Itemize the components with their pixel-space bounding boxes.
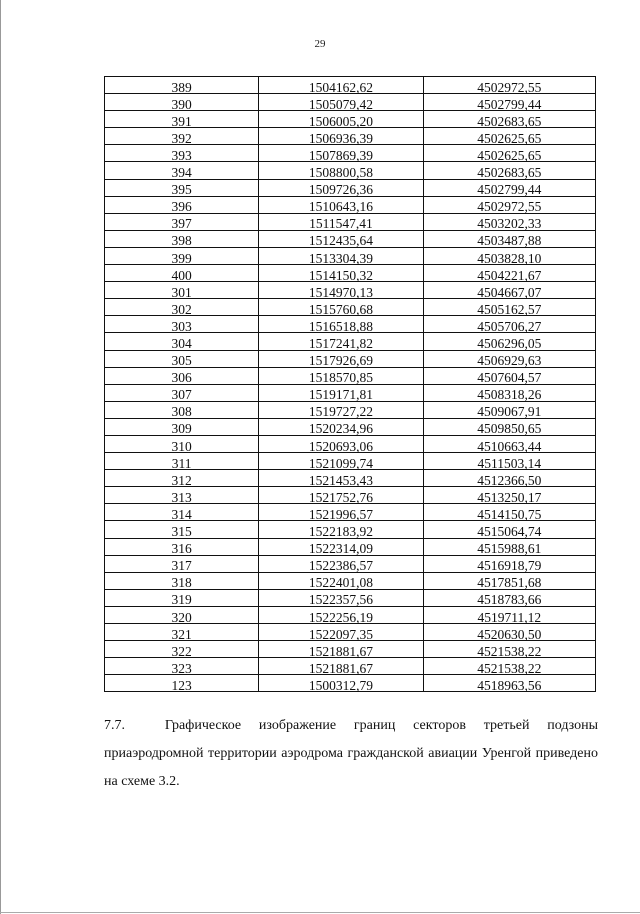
y-coordinate-cell	[423, 111, 595, 128]
cell-text: 316	[171, 541, 192, 557]
y-coordinate-cell	[423, 487, 595, 504]
cell-text: 313	[171, 489, 192, 505]
point-number-cell	[105, 350, 259, 367]
cell-text: 4502625,65	[477, 147, 542, 163]
cell-text: 1522314,09	[308, 541, 373, 557]
table-row	[105, 453, 596, 470]
cell-text: 4505162,57	[477, 301, 542, 317]
x-coordinate-cell	[259, 521, 423, 538]
point-number-cell	[105, 247, 259, 264]
cell-text: 1521881,67	[308, 643, 373, 659]
y-coordinate-cell	[423, 435, 595, 452]
x-coordinate-cell	[259, 247, 423, 264]
y-coordinate-cell	[423, 145, 595, 162]
x-coordinate-cell	[259, 145, 423, 162]
point-number-cell	[105, 299, 259, 316]
cell-text: 1504162,62	[308, 79, 373, 95]
x-coordinate-cell	[259, 675, 423, 692]
cell-text: 4520630,50	[477, 626, 542, 642]
cell-text: 1512435,64	[308, 233, 373, 249]
point-number-cell	[105, 230, 259, 247]
cell-text: 4506296,05	[477, 336, 542, 351]
cell-text: 308	[171, 404, 192, 420]
cell-text: 4518783,66	[477, 592, 542, 608]
table-row	[105, 265, 596, 282]
point-number-cell	[105, 606, 259, 623]
x-coordinate-cell	[259, 128, 423, 145]
table-row	[105, 487, 596, 504]
table-row	[105, 624, 596, 641]
y-coordinate-cell	[423, 94, 595, 111]
cell-text: 304	[171, 336, 192, 351]
cell-text: 4503202,33	[477, 216, 542, 232]
cell-text: 4515064,74	[477, 524, 542, 540]
x-coordinate-cell	[259, 589, 423, 606]
y-coordinate-cell	[423, 384, 595, 401]
y-coordinate-cell	[423, 282, 595, 299]
y-coordinate-cell	[423, 470, 595, 487]
y-coordinate-cell	[423, 504, 595, 521]
x-coordinate-cell	[259, 316, 423, 333]
point-number-cell	[105, 435, 259, 452]
cell-text: 1522357,56	[308, 592, 373, 608]
cell-text: 322	[171, 643, 192, 659]
point-number-cell	[105, 401, 259, 418]
point-number-cell	[105, 196, 259, 213]
y-coordinate-cell	[423, 299, 595, 316]
cell-text: 394	[171, 165, 192, 181]
cell-text: 395	[171, 182, 192, 198]
cell-text: 4506929,63	[477, 353, 542, 369]
table-row	[105, 350, 596, 367]
x-coordinate-cell	[259, 384, 423, 401]
point-number-cell	[105, 487, 259, 504]
x-coordinate-cell	[259, 418, 423, 435]
point-number-cell	[105, 128, 259, 145]
y-coordinate-cell	[423, 265, 595, 282]
table-row	[105, 247, 596, 264]
point-number-cell	[105, 555, 259, 572]
table-row	[105, 333, 596, 350]
cell-text: 392	[171, 130, 192, 146]
point-number-cell	[105, 641, 259, 658]
table-row	[105, 555, 596, 572]
cell-text: 1519727,22	[308, 404, 373, 420]
point-number-cell	[105, 453, 259, 470]
cell-text: 1507869,39	[308, 147, 373, 163]
point-number-cell	[105, 145, 259, 162]
scan-left-edge	[0, 0, 1, 914]
y-coordinate-cell	[423, 572, 595, 589]
y-coordinate-cell	[423, 128, 595, 145]
table-row	[105, 77, 596, 94]
x-coordinate-cell	[259, 453, 423, 470]
y-coordinate-cell	[423, 401, 595, 418]
x-coordinate-cell	[259, 555, 423, 572]
coordinates-table	[104, 76, 596, 692]
y-coordinate-cell	[423, 333, 595, 350]
y-coordinate-cell	[423, 555, 595, 572]
cell-text: 4513250,17	[477, 489, 542, 505]
cell-text: 4502972,55	[477, 199, 542, 215]
cell-text: 302	[171, 301, 192, 317]
table-row	[105, 504, 596, 521]
cell-text: 4502799,44	[477, 182, 542, 198]
y-coordinate-cell	[423, 418, 595, 435]
point-number-cell	[105, 316, 259, 333]
point-number-cell	[105, 675, 259, 692]
point-number-cell	[105, 179, 259, 196]
x-coordinate-cell	[259, 367, 423, 384]
point-number-cell	[105, 77, 259, 94]
point-number-cell	[105, 658, 259, 675]
cell-text: 1511547,41	[309, 216, 373, 232]
cell-text: 396	[171, 199, 192, 215]
cell-text: 4518963,56	[477, 677, 542, 693]
cell-text: 1520234,96	[308, 421, 373, 437]
cell-text: 4515988,61	[477, 541, 542, 557]
cell-text: 318	[171, 575, 192, 591]
cell-text: 319	[171, 592, 192, 608]
cell-text: 4509067,91	[477, 404, 542, 420]
cell-text: 4516918,79	[477, 558, 542, 574]
cell-text: 4512366,50	[477, 472, 542, 488]
cell-text: 1506936,39	[308, 130, 373, 146]
table-row	[105, 94, 596, 111]
y-coordinate-cell	[423, 538, 595, 555]
cell-text: 306	[171, 370, 192, 386]
x-coordinate-cell	[259, 77, 423, 94]
table-row	[105, 521, 596, 538]
cell-text: 1513304,39	[308, 250, 373, 266]
cell-text: 1522097,35	[308, 626, 373, 642]
table-row	[105, 162, 596, 179]
x-coordinate-cell	[259, 572, 423, 589]
cell-text: 399	[171, 250, 192, 266]
table-row	[105, 367, 596, 384]
table-row	[105, 384, 596, 401]
x-coordinate-cell	[259, 538, 423, 555]
y-coordinate-cell	[423, 247, 595, 264]
x-coordinate-cell	[259, 282, 423, 299]
cell-text: 398	[171, 233, 192, 249]
cell-text: 1521099,74	[308, 455, 373, 471]
cell-text: 393	[171, 147, 192, 163]
table-row	[105, 470, 596, 487]
cell-text: 309	[171, 421, 192, 437]
table-row	[105, 435, 596, 452]
x-coordinate-cell	[259, 213, 423, 230]
cell-text: 4502972,55	[477, 79, 542, 95]
x-coordinate-cell	[259, 470, 423, 487]
cell-text: 4505706,27	[477, 318, 542, 334]
table-row	[105, 196, 596, 213]
cell-text: 4510663,44	[477, 438, 542, 454]
y-coordinate-cell	[423, 213, 595, 230]
x-coordinate-cell	[259, 230, 423, 247]
x-coordinate-cell	[259, 624, 423, 641]
point-number-cell	[105, 367, 259, 384]
x-coordinate-cell	[259, 94, 423, 111]
table-row	[105, 401, 596, 418]
x-coordinate-cell	[259, 487, 423, 504]
y-coordinate-cell	[423, 316, 595, 333]
cell-text: 4504667,07	[477, 284, 542, 300]
table-row	[105, 179, 596, 196]
point-number-cell	[105, 521, 259, 538]
page-number: 29	[314, 38, 326, 50]
cell-text: 4502799,44	[477, 96, 542, 112]
cell-text: 307	[171, 387, 192, 403]
section-text: Графическое изображение границ секторов третьей подзоны приаэродромной территории аэродрома гражданской авиации Уренгой приведено на схеме 3.2.	[104, 718, 599, 789]
x-coordinate-cell	[259, 196, 423, 213]
coordinates-table-body	[105, 77, 596, 692]
table-row	[105, 572, 596, 589]
cell-text: 314	[171, 506, 192, 522]
y-coordinate-cell	[423, 521, 595, 538]
cell-text: 391	[171, 113, 192, 129]
cell-text: 305	[171, 353, 192, 369]
cell-text: 312	[171, 472, 192, 488]
table-row	[105, 316, 596, 333]
y-coordinate-cell	[423, 675, 595, 692]
point-number-cell	[105, 111, 259, 128]
cell-text: 1510643,16	[308, 199, 373, 215]
x-coordinate-cell	[259, 265, 423, 282]
x-coordinate-cell	[259, 333, 423, 350]
point-number-cell	[105, 504, 259, 521]
point-number-cell	[105, 589, 259, 606]
point-number-cell	[105, 384, 259, 401]
y-coordinate-cell	[423, 453, 595, 470]
cell-text: 321	[171, 626, 192, 642]
point-number-cell	[105, 213, 259, 230]
x-coordinate-cell	[259, 350, 423, 367]
cell-text: 400	[171, 267, 192, 283]
table-row	[105, 658, 596, 675]
cell-text: 301	[171, 284, 192, 300]
cell-text: 1521881,67	[308, 660, 373, 676]
x-coordinate-cell	[259, 606, 423, 623]
cell-text: 1514970,13	[308, 284, 373, 300]
cell-text: 1508800,58	[308, 165, 373, 181]
y-coordinate-cell	[423, 367, 595, 384]
point-number-cell	[105, 572, 259, 589]
cell-text: 1522256,19	[308, 609, 373, 625]
point-number-cell	[105, 333, 259, 350]
table-row	[105, 589, 596, 606]
cell-text: 4503487,88	[477, 233, 542, 249]
point-number-cell	[105, 282, 259, 299]
cell-text: 1519171,81	[308, 387, 373, 403]
y-coordinate-cell	[423, 162, 595, 179]
cell-text: 4502683,65	[477, 113, 542, 129]
cell-text: 1505079,42	[308, 96, 373, 112]
section-number: 7.7.	[104, 718, 125, 733]
table-row	[105, 538, 596, 555]
cell-text: 4519711,12	[477, 609, 542, 625]
cell-text: 1515760,68	[308, 301, 373, 317]
section-paragraph	[104, 712, 598, 796]
table-row	[105, 145, 596, 162]
y-coordinate-cell	[423, 196, 595, 213]
x-coordinate-cell	[259, 658, 423, 675]
table-row	[105, 418, 596, 435]
cell-text: 323	[171, 660, 192, 676]
cell-text: 320	[171, 609, 192, 625]
cell-text: 389	[171, 79, 192, 95]
cell-text: 390	[171, 96, 192, 112]
point-number-cell	[105, 162, 259, 179]
y-coordinate-cell	[423, 179, 595, 196]
cell-text: 1509726,36	[308, 182, 373, 198]
y-coordinate-cell	[423, 230, 595, 247]
cell-text: 1520693,06	[308, 438, 373, 454]
y-coordinate-cell	[423, 624, 595, 641]
table-row	[105, 282, 596, 299]
cell-text: 4508318,26	[477, 387, 542, 403]
cell-text: 1517241,82	[308, 336, 373, 351]
cell-text: 4517851,68	[477, 575, 542, 591]
cell-text: 1516518,88	[308, 318, 373, 334]
x-coordinate-cell	[259, 641, 423, 658]
cell-text: 4514150,75	[477, 506, 542, 522]
table-row	[105, 606, 596, 623]
point-number-cell	[105, 470, 259, 487]
cell-text: 1506005,20	[308, 113, 373, 129]
table-row	[105, 641, 596, 658]
cell-text: 1518570,85	[308, 370, 373, 386]
x-coordinate-cell	[259, 504, 423, 521]
cell-text: 4511503,14	[477, 455, 542, 471]
x-coordinate-cell	[259, 179, 423, 196]
point-number-cell	[105, 538, 259, 555]
cell-text: 315	[171, 524, 192, 540]
point-number-cell	[105, 94, 259, 111]
cell-text: 123	[171, 677, 192, 693]
cell-text: 1521752,76	[308, 489, 373, 505]
cell-text: 303	[171, 318, 192, 334]
cell-text: 317	[171, 558, 192, 574]
cell-text: 4502625,65	[477, 130, 542, 146]
table-row	[105, 675, 596, 692]
table-row	[105, 128, 596, 145]
cell-text: 4504221,67	[477, 267, 542, 283]
cell-text: 4521538,22	[477, 660, 542, 676]
x-coordinate-cell	[259, 162, 423, 179]
point-number-cell	[105, 624, 259, 641]
cell-text: 1514150,32	[308, 267, 373, 283]
y-coordinate-cell	[423, 641, 595, 658]
cell-text: 310	[171, 438, 192, 454]
cell-text: 4502683,65	[477, 165, 542, 181]
x-coordinate-cell	[259, 299, 423, 316]
y-coordinate-cell	[423, 77, 595, 94]
cell-text: 4507604,57	[477, 370, 542, 386]
cell-text: 1522386,57	[308, 558, 373, 574]
x-coordinate-cell	[259, 435, 423, 452]
cell-text: 1522401,08	[308, 575, 373, 591]
cell-text: 1521996,57	[308, 506, 373, 522]
cell-text: 1500312,79	[308, 677, 373, 693]
table-row	[105, 213, 596, 230]
point-number-cell	[105, 418, 259, 435]
table-row	[105, 230, 596, 247]
y-coordinate-cell	[423, 589, 595, 606]
point-number-cell	[105, 265, 259, 282]
cell-text: 311	[171, 455, 192, 471]
cell-text: 1522183,92	[308, 524, 373, 540]
x-coordinate-cell	[259, 401, 423, 418]
cell-text: 1521453,43	[308, 472, 373, 488]
x-coordinate-cell	[259, 111, 423, 128]
y-coordinate-cell	[423, 658, 595, 675]
scan-bottom-edge	[0, 912, 640, 913]
y-coordinate-cell	[423, 606, 595, 623]
y-coordinate-cell	[423, 350, 595, 367]
cell-text: 1517926,69	[308, 353, 373, 369]
cell-text: 4503828,10	[477, 250, 542, 266]
table-row	[105, 299, 596, 316]
cell-text: 397	[171, 216, 192, 232]
cell-text: 4521538,22	[477, 643, 542, 659]
table-row	[105, 111, 596, 128]
cell-text: 4509850,65	[477, 421, 542, 437]
